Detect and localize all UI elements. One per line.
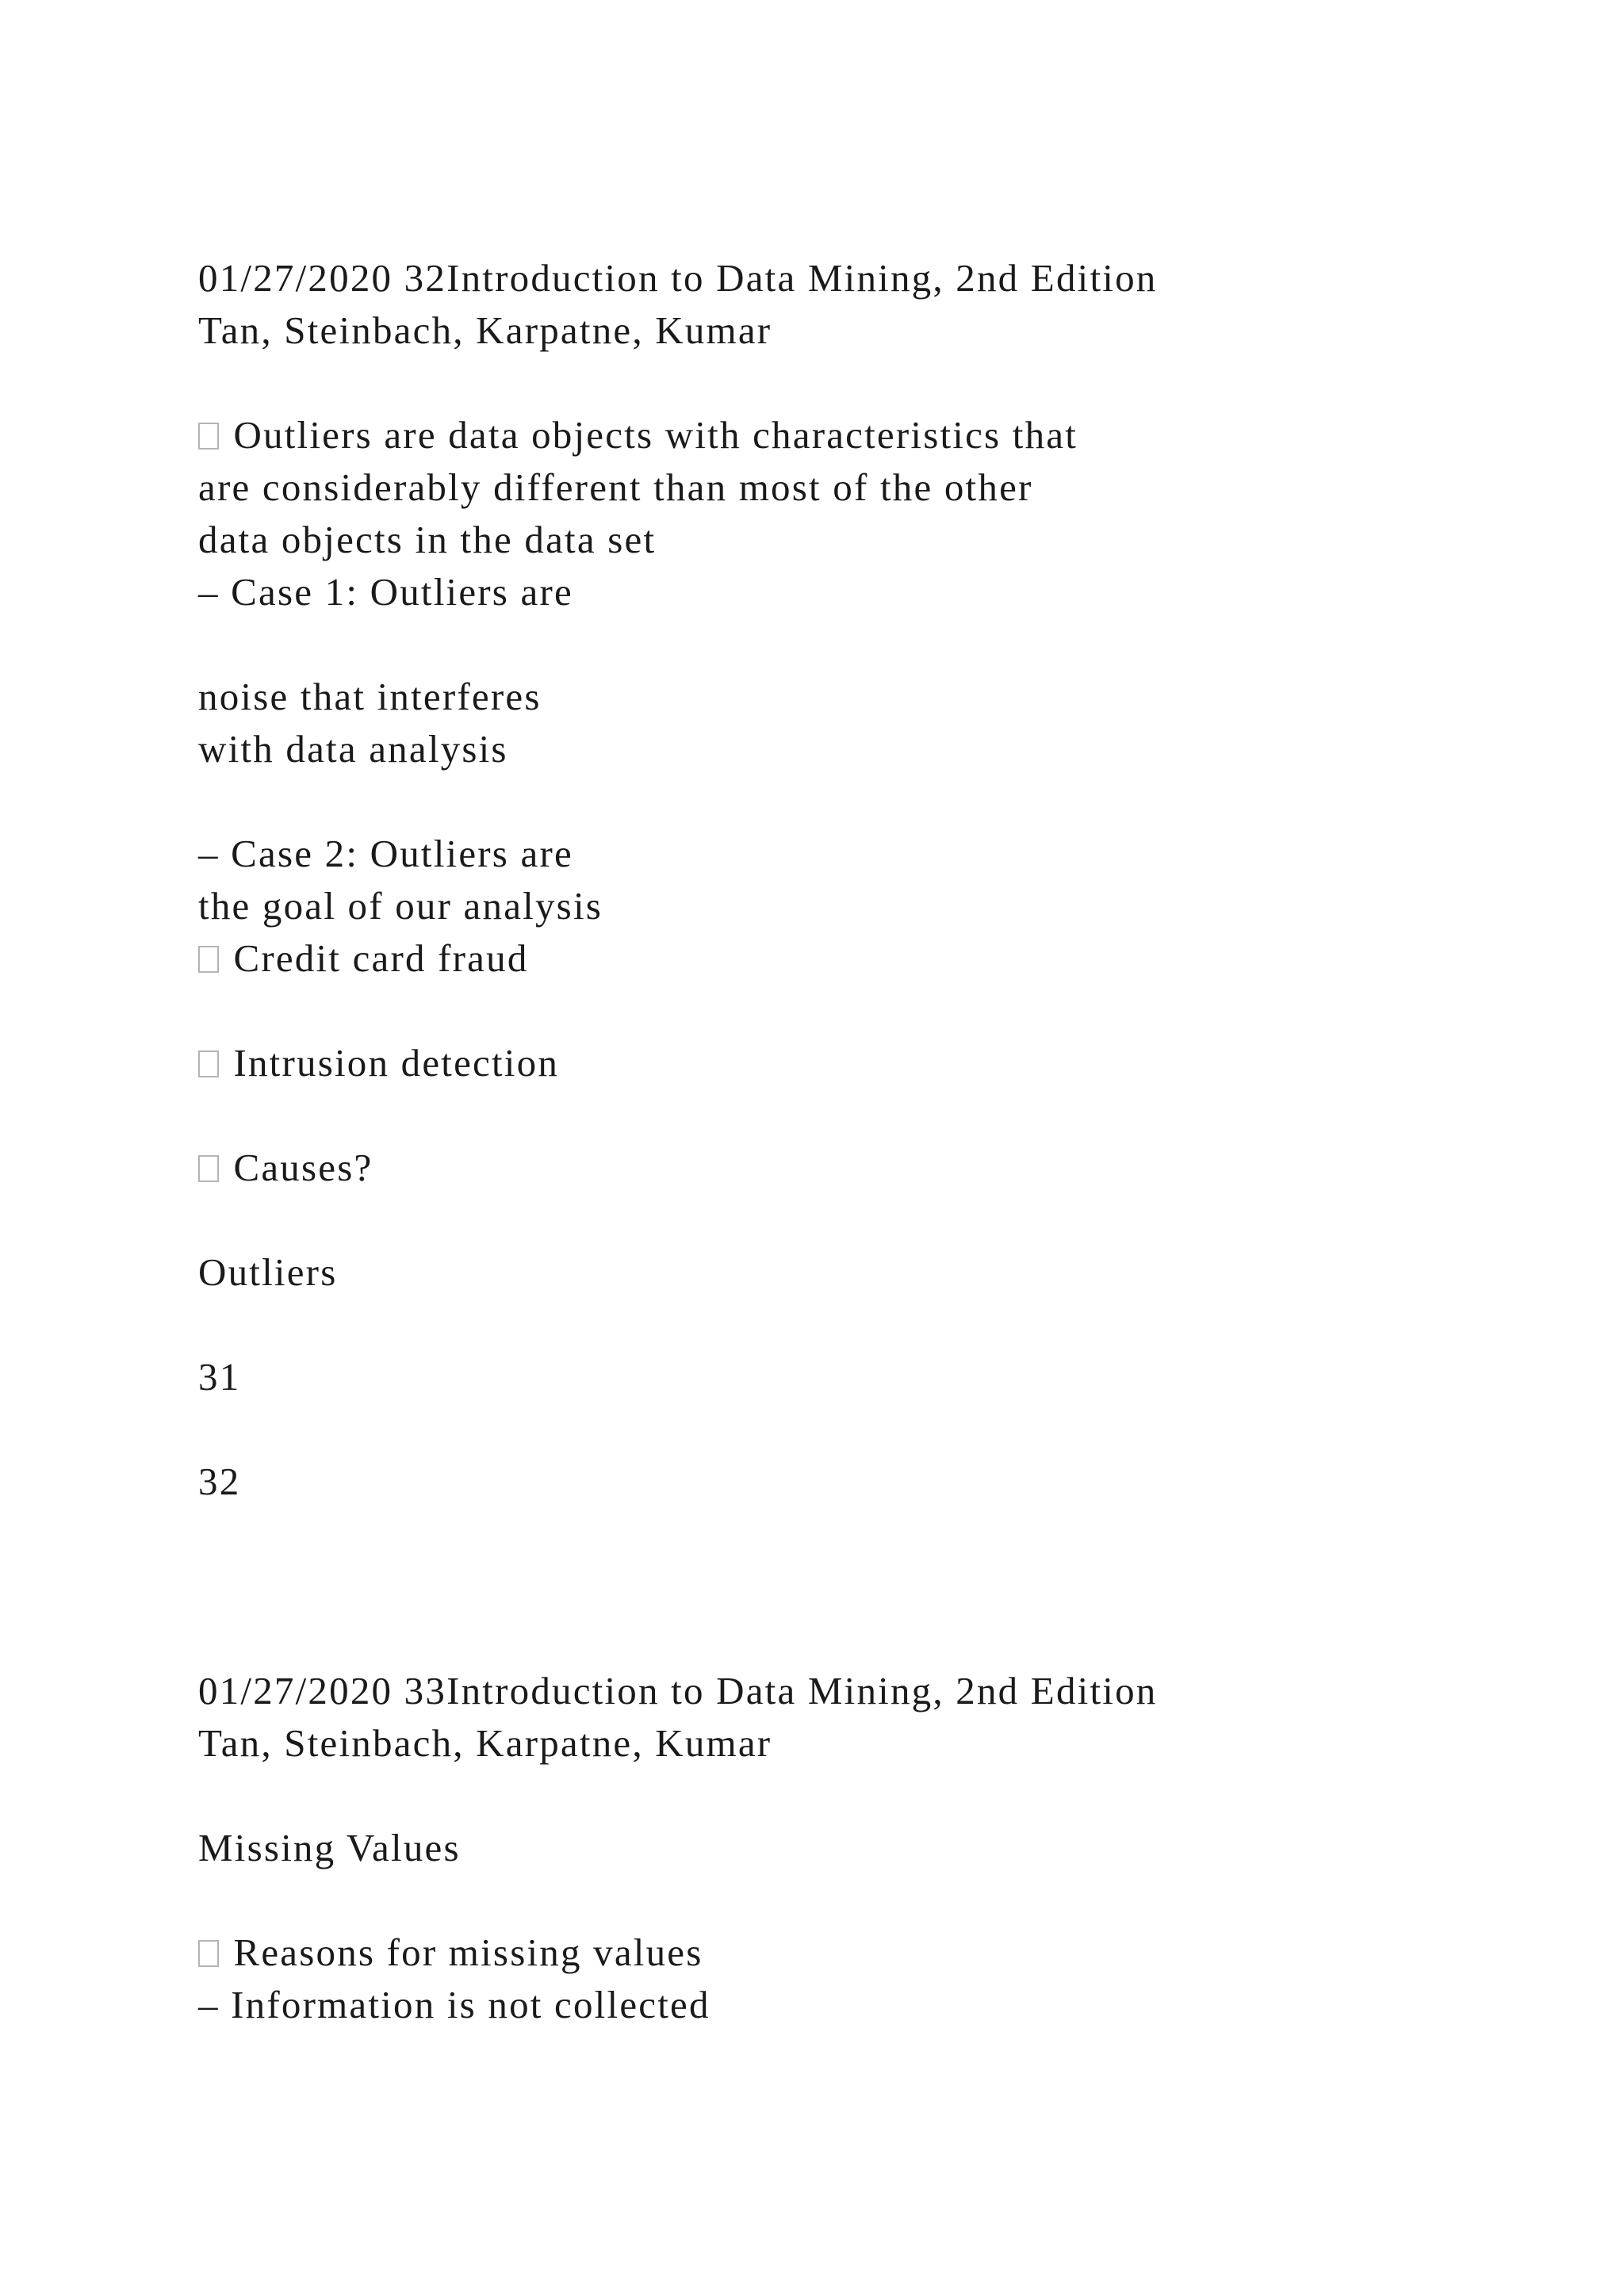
case-1-line-3: with data analysis	[198, 727, 508, 771]
slide-33-header-line-1: 01/27/2020 33Introduction to Data Mining, 2nd Edition	[198, 1669, 1158, 1712]
document-text	[198, 252, 1546, 2031]
outliers-definition-bullet	[198, 409, 1546, 461]
reasons-text: Reasons for missing values	[222, 1931, 703, 1974]
blank-line	[198, 1613, 1546, 1665]
blank-line	[198, 1403, 1546, 1456]
page-number-31: 31	[198, 1355, 241, 1399]
missing-glyph-icon	[198, 1155, 219, 1182]
missing-glyph-icon	[198, 423, 219, 450]
blank-line	[198, 985, 1546, 1037]
missing-glyph-icon	[198, 946, 219, 973]
blank-line	[198, 775, 1546, 828]
causes-bullet	[198, 1142, 1546, 1194]
blank-line	[198, 1560, 1546, 1613]
reasons-bullet	[198, 1927, 1546, 1979]
blank-line	[198, 1299, 1546, 1351]
case-2-line-2: the goal of our analysis	[198, 884, 603, 928]
blank-line	[198, 1508, 1546, 1560]
page-number-32: 32	[198, 1460, 241, 1503]
credit-card-bullet	[198, 932, 1546, 985]
case-2-line-1: – Case 2: Outliers are	[198, 832, 573, 875]
blank-line	[198, 357, 1546, 409]
slide-33-header-line-2: Tan, Steinbach, Karpatne, Kumar	[198, 1721, 772, 1765]
intrusion-bullet	[198, 1037, 1546, 1089]
missing-glyph-icon	[198, 1050, 219, 1077]
case-1-line-2: noise that interferes	[198, 675, 542, 718]
intrusion-text: Intrusion detection	[222, 1041, 560, 1085]
blank-line	[198, 1874, 1546, 1927]
blank-line	[198, 1089, 1546, 1142]
case-1-line-1: – Case 1: Outliers are	[198, 570, 573, 614]
blank-line	[198, 618, 1546, 671]
outliers-definition-line-3: data objects in the data set	[198, 518, 657, 561]
slide-33-title: Missing Values	[198, 1826, 461, 1869]
reason-1: – Information is not collected	[198, 1983, 710, 2026]
credit-card-text: Credit card fraud	[222, 936, 529, 980]
causes-text: Causes?	[222, 1146, 373, 1189]
outliers-definition-line-2: are considerably different than most of the other	[198, 465, 1033, 509]
outliers-definition-line-1: Outliers are data objects with characteristics that	[222, 413, 1078, 457]
slide-32-title: Outliers	[198, 1250, 338, 1294]
slide-32-header-line-1: 01/27/2020 32Introduction to Data Mining, 2nd Edition	[198, 256, 1158, 300]
slide-32-header-line-2: Tan, Steinbach, Karpatne, Kumar	[198, 308, 772, 352]
blank-line	[198, 1770, 1546, 1822]
missing-glyph-icon	[198, 1940, 219, 1967]
blank-line	[198, 1194, 1546, 1246]
